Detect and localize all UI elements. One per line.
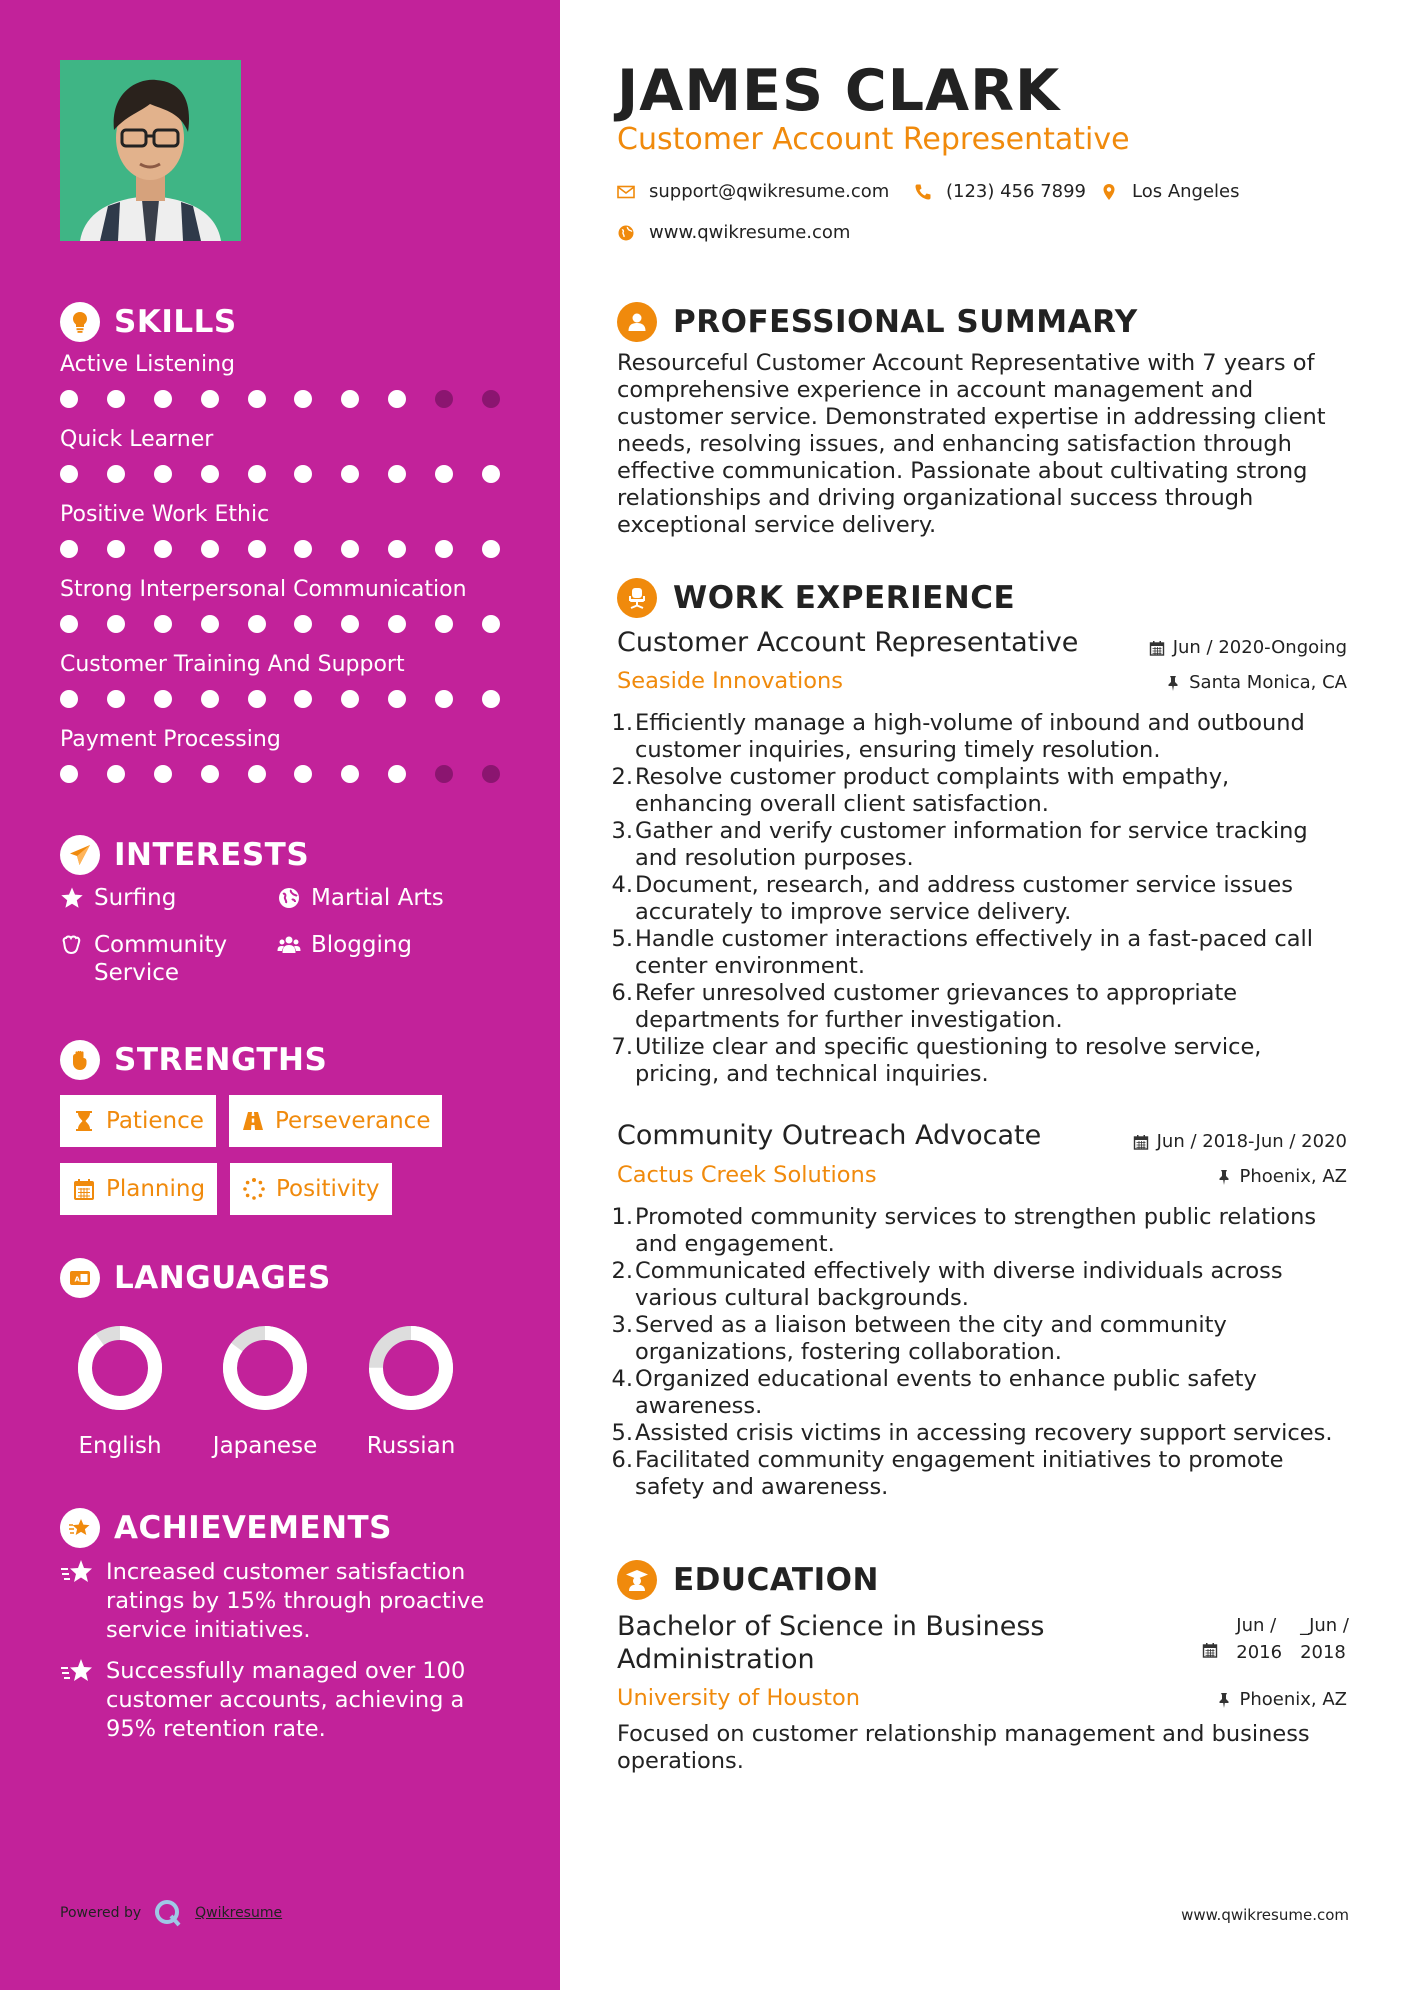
rating-dot-filled (60, 690, 78, 708)
language-item: Japanese (200, 1325, 330, 1459)
interest-item: Martial Arts (277, 884, 444, 912)
list-item: Utilize clear and specific questioning to resolve service, pricing, and technical inquiries. (635, 1034, 1262, 1087)
trophy-star-icon (60, 1508, 100, 1548)
star-icon (60, 886, 84, 910)
rating-dot-filled (60, 540, 78, 558)
rating-dot-filled (482, 690, 500, 708)
calendar-icon (1133, 1134, 1149, 1150)
rating-dot-empty (435, 765, 453, 783)
job-dates: Jun / 2018-Jun / 2020 (1133, 1131, 1347, 1152)
rating-dot-filled (107, 390, 125, 408)
education-end: _Jun / 2018 (1300, 1615, 1349, 1663)
achievement-item: Increased customer satisfaction ratings by 15% through proactive service initiatives. (60, 1558, 500, 1645)
list-item: Assisted crisis victims in accessing recovery support services. (635, 1420, 1333, 1446)
rating-dot-filled (341, 690, 359, 708)
skill-item (60, 577, 500, 633)
skills-heading: SKILLS (60, 302, 237, 342)
pushpin-icon (1216, 1169, 1232, 1185)
paper-plane-icon (60, 835, 100, 875)
education-heading: EDUCATION (617, 1560, 879, 1600)
rating-dot-filled (388, 390, 406, 408)
language-item: English (55, 1325, 185, 1459)
spinner-icon (242, 1177, 266, 1201)
rating-dot-filled (294, 465, 312, 483)
rating-dot-filled (201, 540, 219, 558)
rating-dot-empty (435, 390, 453, 408)
qwikresume-link[interactable]: Qwikresume (195, 1905, 283, 1921)
rating-dot-filled (154, 540, 172, 558)
experience-heading: WORK EXPERIENCE (617, 578, 1015, 618)
rating-dot-filled (248, 465, 266, 483)
job-location: Santa Monica, CA (1165, 672, 1347, 693)
skill-item (60, 727, 500, 783)
candidate-title: Customer Account Representative (617, 122, 1130, 157)
rating-dot-filled (388, 615, 406, 633)
interest-item: Blogging (277, 931, 412, 959)
fist-icon (60, 1040, 100, 1080)
rating-dot-filled (107, 690, 125, 708)
skill-name: Customer Training And Support (60, 652, 405, 677)
shooting-star-icon (60, 1657, 94, 1687)
rating-dot-filled (248, 390, 266, 408)
rating-dot-filled (60, 765, 78, 783)
pushpin-icon (1165, 675, 1181, 691)
globe-icon (277, 886, 301, 910)
rating-dot-filled (248, 615, 266, 633)
rating-dot-filled (201, 390, 219, 408)
sidebar (0, 0, 560, 1990)
rating-dot-filled (154, 615, 172, 633)
skill-name: Payment Processing (60, 727, 281, 752)
rating-dot-filled (248, 690, 266, 708)
education-degree: Bachelor of Science in Business Administration (617, 1611, 1045, 1675)
list-item: Communicated effectively with diverse individuals across various cultural backgrounds. (635, 1258, 1283, 1311)
job-location: Phoenix, AZ (1216, 1166, 1348, 1187)
language-icon (60, 1258, 100, 1298)
globe-icon (617, 224, 635, 242)
rating-dot-filled (294, 765, 312, 783)
job-role: Community Outreach Advocate (617, 1120, 1042, 1151)
skill-item (60, 427, 500, 483)
strength-badge: Patience (60, 1095, 216, 1147)
rating-dot-filled (435, 540, 453, 558)
pushpin-icon (1216, 1692, 1232, 1708)
skill-item (60, 652, 500, 708)
interests-heading: INTERESTS (60, 835, 309, 875)
strengths-heading: STRENGTHS (60, 1040, 327, 1080)
hourglass-icon (72, 1109, 96, 1133)
list-item: Promoted community services to strengthen public relations and engagement. (635, 1204, 1317, 1257)
rating-dot-empty (482, 765, 500, 783)
rating-dot-filled (107, 765, 125, 783)
hand-icon (60, 933, 84, 957)
footer-url[interactable]: www.qwikresume.com (1181, 1906, 1349, 1924)
skill-rating (60, 615, 500, 633)
rating-dot-filled (248, 540, 266, 558)
skill-item (60, 502, 500, 558)
education-school: University of Houston (617, 1685, 861, 1711)
calendar-icon (72, 1177, 96, 1201)
rating-dot-filled (60, 390, 78, 408)
achievement-item: Successfully managed over 100 customer accounts, achieving a 95% retention rate. (60, 1657, 500, 1744)
road-icon (241, 1109, 265, 1133)
rating-dot-filled (294, 540, 312, 558)
rating-dot-filled (107, 465, 125, 483)
skill-rating (60, 765, 500, 783)
strength-badge: Planning (60, 1163, 217, 1215)
achievements-heading: ACHIEVEMENTS (60, 1508, 392, 1548)
skill-item (60, 352, 500, 408)
rating-dot-filled (482, 615, 500, 633)
rating-dot-filled (154, 765, 172, 783)
rating-dot-filled (294, 390, 312, 408)
rating-dot-empty (482, 390, 500, 408)
list-item: Organized educational events to enhance public safety awareness. (635, 1366, 1257, 1419)
list-item: Handle customer interactions effectively in a fast-paced call center environment. (635, 926, 1314, 979)
rating-dot-filled (341, 765, 359, 783)
list-item: Efficiently manage a high-volume of inbound and outbound customer inquiries, ensuring timely resolution. (635, 710, 1305, 763)
rating-dot-filled (60, 615, 78, 633)
rating-dot-filled (435, 690, 453, 708)
office-chair-icon (617, 578, 657, 618)
map-pin-icon (1100, 183, 1118, 201)
job-company: Seaside Innovations (617, 668, 844, 694)
powered-by: Powered by Qwikresume (60, 1898, 282, 1928)
rating-dot-filled (154, 465, 172, 483)
lightbulb-icon (60, 302, 100, 342)
graduate-icon (617, 1560, 657, 1600)
rating-dot-filled (201, 765, 219, 783)
rating-dot-filled (341, 390, 359, 408)
job-duties (617, 1204, 1352, 1501)
skill-rating (60, 540, 500, 558)
strength-badge: Perseverance (229, 1095, 442, 1147)
rating-dot-filled (388, 765, 406, 783)
language-donut (222, 1325, 308, 1411)
job-duties (617, 710, 1352, 1088)
rating-dot-filled (294, 615, 312, 633)
shooting-star-icon (60, 1558, 94, 1588)
rating-dot-filled (341, 540, 359, 558)
contact-email: support@qwikresume.com (617, 181, 889, 202)
rating-dot-filled (107, 615, 125, 633)
rating-dot-filled (294, 690, 312, 708)
list-item: Served as a liaison between the city and community organizations, fostering collaboration. (635, 1312, 1227, 1365)
interest-item: Community Service (60, 931, 260, 987)
profile-photo (60, 60, 241, 241)
skill-name: Strong Interpersonal Communication (60, 577, 467, 602)
contact-phone: (123) 456 7899 (914, 181, 1086, 202)
calendar-icon (1149, 640, 1165, 656)
skill-rating (60, 465, 500, 483)
calendar-icon (1202, 1642, 1218, 1658)
language-donut (368, 1325, 454, 1411)
list-item: Document, research, and address customer service issues accurately to improve service delivery. (635, 872, 1293, 925)
envelope-icon (617, 183, 635, 201)
skill-name: Active Listening (60, 352, 236, 377)
skill-rating (60, 390, 500, 408)
rating-dot-filled (388, 465, 406, 483)
rating-dot-filled (60, 465, 78, 483)
list-item: Gather and verify customer information for service tracking and resolution purposes. (635, 818, 1308, 871)
education-location: Phoenix, AZ (1216, 1689, 1348, 1710)
rating-dot-filled (482, 540, 500, 558)
rating-dot-filled (248, 765, 266, 783)
svg-text:A: A (74, 1275, 80, 1284)
list-item: Refer unresolved customer grievances to appropriate departments for further investigation. (635, 980, 1238, 1033)
rating-dot-filled (388, 690, 406, 708)
job-dates: Jun / 2020-Ongoing (1149, 637, 1347, 658)
list-item: Resolve customer product complaints with empathy, enhancing overall client satisfaction. (635, 764, 1230, 817)
rating-dot-filled (388, 540, 406, 558)
rating-dot-filled (341, 615, 359, 633)
rating-dot-filled (107, 540, 125, 558)
rating-dot-filled (201, 615, 219, 633)
education-description: Focused on customer relationship management and business operations. (617, 1721, 1310, 1774)
languages-heading: A LANGUAGES (60, 1258, 331, 1298)
skill-rating (60, 690, 500, 708)
language-item: Russian (346, 1325, 476, 1459)
interest-item: Surfing (60, 884, 176, 912)
rating-dot-filled (482, 465, 500, 483)
users-icon (277, 933, 301, 957)
contact-website: www.qwikresume.com (617, 222, 850, 243)
rating-dot-filled (201, 690, 219, 708)
summary-text: Resourceful Customer Account Representative with 7 years of comprehensive experience in account management and customer service. Demonstrated expertise in addressing client needs, resolving issues, and enhancing satisfaction through effective communication. Passionate about cultivating strong relationships and driving organizational success through exceptional service delivery. (617, 350, 1326, 538)
rating-dot-filled (201, 465, 219, 483)
language-donut (77, 1325, 163, 1411)
rating-dot-filled (435, 465, 453, 483)
summary-heading: PROFESSIONAL SUMMARY (617, 302, 1138, 342)
rating-dot-filled (435, 615, 453, 633)
job-company: Cactus Creek Solutions (617, 1162, 877, 1188)
education-start: Jun / 2016 (1236, 1615, 1283, 1663)
phone-icon (914, 183, 932, 201)
rating-dot-filled (341, 465, 359, 483)
education-dates (1202, 1612, 1349, 1666)
job-role: Customer Account Representative (617, 627, 1079, 658)
rating-dot-filled (154, 390, 172, 408)
rating-dot-filled (154, 690, 172, 708)
user-icon (617, 302, 657, 342)
qwikresume-logo-icon (153, 1898, 183, 1928)
list-item: Facilitated community engagement initiatives to promote safety and awareness. (635, 1447, 1284, 1500)
donut-fill (85, 1333, 155, 1403)
strength-badge: Positivity (230, 1163, 392, 1215)
contact-location: Los Angeles (1100, 181, 1240, 202)
skill-name: Positive Work Ethic (60, 502, 270, 527)
skill-name: Quick Learner (60, 427, 214, 452)
candidate-name: JAMES CLARK (617, 58, 1061, 124)
